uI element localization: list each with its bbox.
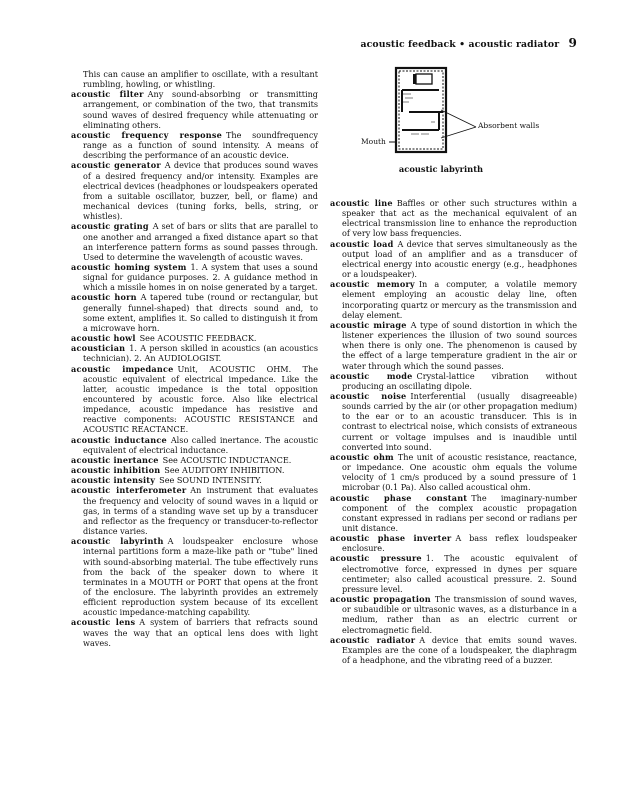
dictionary-entry [330,493,577,534]
entry-definition: A device that serves simultaneously as the output load of an amplifier and as a transducer of electrical energy into acoustic energy (e.g., headphones or a loudspeaker). [342,238,577,280]
dictionary-entry [71,160,318,221]
dictionary-entry [330,391,577,452]
dictionary-entry [330,533,577,553]
entry-term: acoustic memory [330,279,415,290]
entry-term: acoustic labyrinth [71,536,164,547]
entry-term: acoustic phase constant [330,492,468,503]
dictionary-entry [71,475,318,485]
entry-definition: See AUDITORY INHIBITION. [164,465,285,476]
entry-term: acoustician [71,343,126,354]
dictionary-entry [71,485,318,536]
entry-definition: See ACOUSTIC FEEDBACK. [139,333,257,344]
dictionary-entry [330,279,577,320]
entry-term: acoustic horn [71,292,137,303]
entry-term: acoustic mode [330,370,413,381]
dictionary-entry [71,617,318,647]
labyrinth-diagram [361,60,581,170]
dictionary-entry [330,371,577,391]
entry-term: acoustic filter [71,89,144,100]
figure-caption: acoustic labyrinth [398,164,484,174]
page-number: 9 [568,36,577,50]
entry-term: acoustic phase inverter [330,533,452,544]
entry-term: acoustic pressure [330,553,422,564]
labyrinth-figure [361,60,581,180]
dictionary-entry [330,594,577,635]
entry-term: acoustic lens [71,617,136,628]
dictionary-entry [71,69,318,89]
entry-definition: A device that produces sound waves of a desired frequency and/or intensity. Examples are electrical devices (headphones or loudspeakers operated from a suitable oscillator, buzzer, bell, or flame) and mechanical devices (tuning forks, bells, string, or whistles). [83,160,318,222]
entry-definition: See SOUND INTENSITY. [159,475,262,486]
entry-term: acoustic intensity [71,475,156,486]
dictionary-entry [71,536,318,617]
entry-definition: 1. The acoustic equivalent of electromotive force, expressed in dynes per square centimeter; also called acoustical pressure. 2. Sound pressure level. [342,553,577,594]
entry-definition: The transmission of sound waves, or subaudible or ultrasonic waves, as a disturbance in a medium, rather than as an electric current or electromagnetic field. [342,594,577,635]
entry-definition: 1. A person skilled in acoustics (an acoustics technician). 2. An AUDIOLOGIST. [83,343,318,364]
entry-definition: This can cause an amplifier to oscillate, with a resultant rumbling, howling, or whistling. [83,69,318,90]
dictionary-entry [71,89,318,130]
guide-words: acoustic feedback • acoustic radiator [360,39,560,50]
dictionary-entry [330,635,577,665]
entry-definition: A set of bars or slits that are parallel to one another and arranged a fixed distance apart so that an interference pattern forms as sound passes through. Used to determine the wavelength of acoustic waves. [83,221,318,262]
dictionary-entry [71,364,318,435]
running-head [361,36,577,50]
right-column [330,198,577,665]
entry-definition: Interferential (usually disagreeable) sounds carried by the air (or other propagation medium) to the ear or to an acoustic transducer. This is in contrast to electrical noise, which consists of extraneous current or voltage impulses and is inaudible until converted into sound. [342,390,577,452]
entry-term: acoustic load [330,238,394,249]
entry-term: acoustic ohm [330,451,394,462]
dictionary-entry [71,455,318,465]
dictionary-entry [71,333,318,343]
entry-term: acoustic propagation [330,594,431,605]
entry-term: acoustic noise [330,390,407,401]
entry-term: acoustic howl [71,333,136,344]
entry-definition: The imaginary-number component of the complex acoustic propagation constant expressed in radians per second or radians per unit distance. [342,492,578,533]
entry-definition: A device that emits sound waves. Examples are the cone of a loudspeaker, the diaphragm of a headphone, and the vibrating reed of a buzzer. [342,634,578,666]
entry-term: acoustic inductance [71,434,167,445]
entry-term: acoustic mirage [330,319,407,330]
entry-definition: In a computer, a volatile memory element employing an acoustic delay line, often incorporating quartz or mercury as the transmission and delay element. [342,279,577,320]
entry-definition: A system of barriers that refracts sound waves the way that an optical lens does with light waves. [83,617,318,648]
entry-term: acoustic generator [71,160,161,171]
dictionary-entry [71,262,318,292]
dictionary-entry [71,292,318,333]
entry-definition: See ACOUSTIC INDUCTANCE. [162,454,292,465]
entry-term: acoustic inertance [71,454,159,465]
entry-definition: A loudspeaker enclosure whose internal partitions form a maze-like path or "tube" lined with sound-absorbing material. The tube effectively runs from the back of the speaker down to where it terminates in a MOUTH or PORT that opens at the front of the enclosure. The labyrinth provides an extremely efficient reproduction system because of its excellent acoustic impedance-matching capability. [83,536,318,618]
entry-term: acoustic impedance [71,363,174,374]
left-column [71,69,318,648]
absorbent-walls-label: Absorbent walls [478,121,540,130]
entry-definition: A bass reflex loudspeaker enclosure. [342,533,577,554]
entry-definition: Also called inertance. The acoustic equivalent of electrical inductance. [83,434,318,455]
entry-definition: Unit, ACOUSTIC OHM. The acoustic equivalent of electrical impedance. Like the latter, acoustic impedance is the total opposition encountered by acoustic force. Also like electrical impedance, acoustic impedance has resistive and reactive components: ACOUSTIC RESISTANCE and ACOUSTIC REACTANCE. [83,363,318,435]
dictionary-entry [71,435,318,455]
entry-definition: Baffles or other such structures within a speaker that act as the mechanical equivalent of an electrical transmission line to enhance the reproduction of very low bass frequencies. [342,198,577,239]
dictionary-entry [330,198,577,239]
entry-term: acoustic homing system [71,261,187,272]
dictionary-entry [71,343,318,363]
entry-definition: Crystal-lattice vibration without producing an oscillating dipole. [342,370,577,391]
entry-definition: A tapered tube (round or rectangular, but generally funnel-shaped) that directs sound and, to some extent, amplifies it. So called to distinguish it from a microwave horn. [83,292,318,333]
mouth-label: Mouth [361,137,386,146]
dictionary-entry [330,239,577,280]
dictionary-entry [71,465,318,475]
entry-definition: The soundfrequency range as a function of sound intensity. A means of describing the performance of an acoustic device. [83,129,318,161]
entry-definition: Any sound-absorbing or transmitting arrangement, or combination of the two, that transmits sound waves of desired frequency while attenuating or eliminating others. [83,89,318,130]
entry-definition: An instrument that evaluates the frequency and velocity of sound waves in a liquid or gas, in terms of a standing wave set up by a transducer and reflector as the frequency or transducer-to-reflector distance varies. [83,485,318,537]
entry-term: acoustic line [330,198,393,208]
entry-term: acoustic frequency response [71,129,222,140]
entry-term: acoustic interferometer [71,485,187,496]
entry-term: acoustic grating [71,221,149,232]
dictionary-entry [330,553,577,594]
dictionary-entry [71,221,318,262]
entry-term: acoustic inhibition [71,465,161,476]
dictionary-entry [71,130,318,160]
dictionary-entry [330,320,577,371]
entry-definition: A type of sound distortion in which the listener experiences the illusion of two sound sources when there is only one. The phenomenon is caused by the effect of a large temperature gradient in the air or water through which the sound passes. [342,319,577,371]
entry-definition: The unit of acoustic resistance, reactance, or impedance. One acoustic ohm equals the volume velocity of 1 cm/s produced by a sound pressure of 1 microbar (0.1 Pa). Also called acoustical ohm. [342,451,578,493]
entry-term: acoustic radiator [330,634,416,645]
dictionary-entry [330,452,577,493]
entry-definition: 1. A system that uses a sound signal for guidance purposes. 2. A guidance method in which a missile homes in on noise generated by a target. [83,261,318,293]
